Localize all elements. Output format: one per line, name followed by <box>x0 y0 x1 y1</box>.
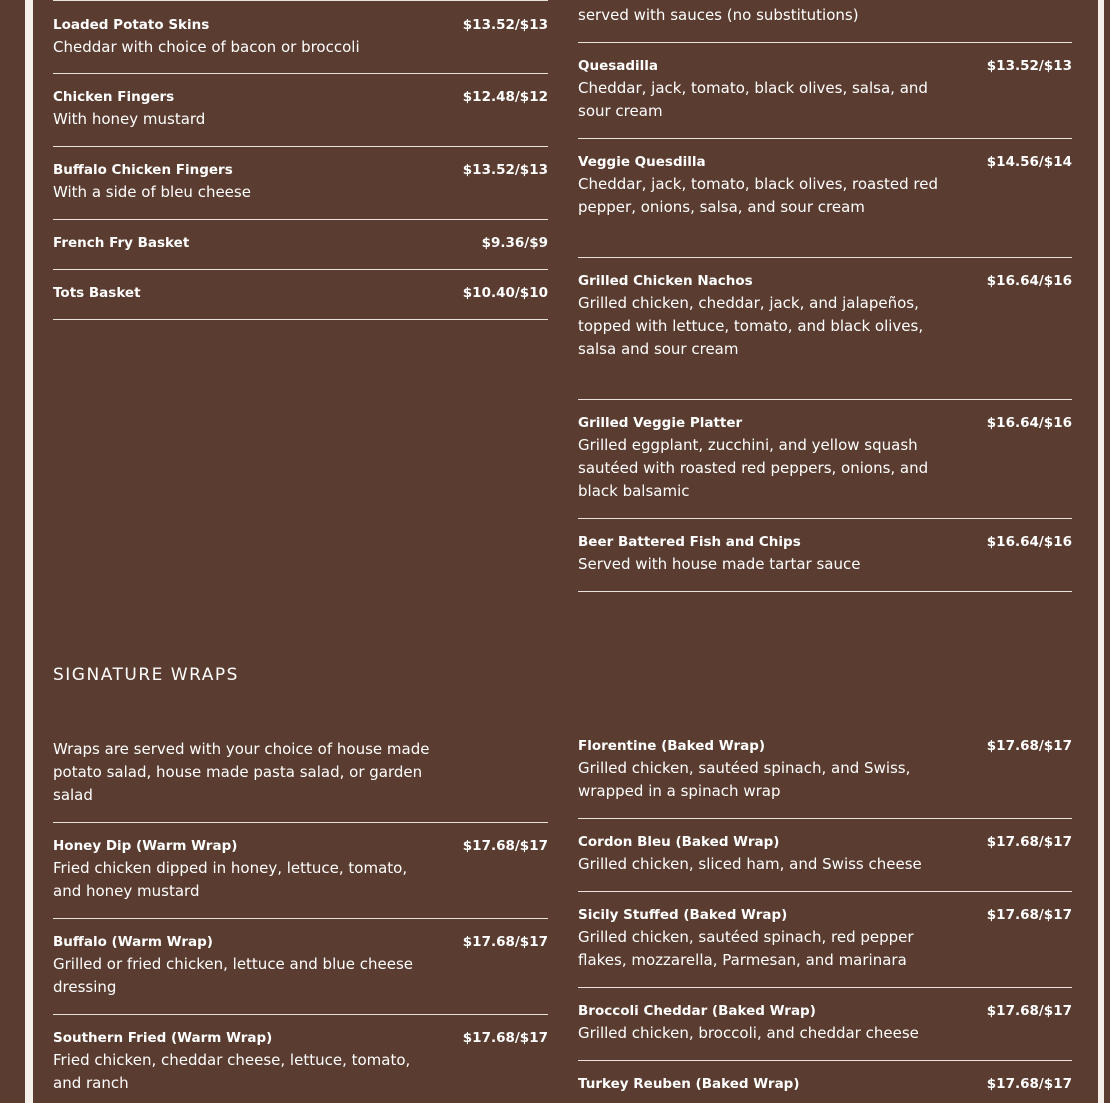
menu-item-name: French Fry Basket <box>53 235 190 251</box>
menu-item <box>53 147 548 220</box>
menu-item <box>53 74 548 147</box>
menu-item <box>578 519 1072 592</box>
menu-item <box>578 139 1072 258</box>
menu-item <box>578 258 1072 400</box>
menu-item-price: $17.68/$17 <box>986 907 1072 923</box>
menu-item-description: Cheddar, jack, tomato, black olives, roasted red pepper, onions, salsa, and sour cream <box>578 175 938 216</box>
menu-item-name: Quesadilla <box>578 58 659 74</box>
menu-item-price: $17.68/$17 <box>986 1003 1072 1019</box>
menu-item-description: Grilled chicken, sliced ham, and Swiss cheese <box>578 855 922 873</box>
menu-item-description: Grilled or fried chicken, lettuce and blue cheese dressing <box>53 955 413 996</box>
menu-item-description: Cheddar with choice of bacon or broccoli <box>53 38 360 56</box>
menu-item-price: $16.64/$16 <box>986 273 1072 289</box>
menu-item-description: Fried chicken dipped in honey, lettuce, tomato, and honey mustard <box>53 859 408 900</box>
menu-item <box>53 919 548 1015</box>
menu-item-price: $14.56/$14 <box>986 154 1072 170</box>
menu-item <box>578 723 1072 819</box>
menu-item-description: With a side of bleu cheese <box>53 183 251 201</box>
menu-item-price: $17.68/$17 <box>462 1030 548 1046</box>
menu-item-name: Honey Dip (Warm Wrap) <box>53 838 238 854</box>
menu-item-name: Broccoli Cheddar (Baked Wrap) <box>578 1003 816 1019</box>
menu-item-price: $17.68/$17 <box>986 834 1072 850</box>
menu-item <box>53 220 548 270</box>
menu-item-description: Grilled chicken, cheddar, jack, and jalapeños, topped with lettuce, tomato, and black olives, salsa and sour cream <box>578 294 924 358</box>
menu-item-description: Grilled chicken, sautéed spinach, and Swiss, wrapped in a spinach wrap <box>578 759 911 800</box>
menu-item-name: Southern Fried (Warm Wrap) <box>53 1030 273 1046</box>
menu-item-price: $16.64/$16 <box>986 415 1072 431</box>
menu-item <box>578 400 1072 519</box>
menu-item-description: served with sauces (no substitutions) <box>578 6 859 24</box>
menu-item-name: Turkey Reuben (Baked Wrap) <box>578 1076 800 1092</box>
menu-item-description: Grilled chicken, sautéed spinach, red pepper flakes, mozzarella, Parmesan, and marinara <box>578 928 914 969</box>
menu-item-name: Loaded Potato Skins <box>53 17 210 33</box>
menu-item <box>53 1015 548 1103</box>
menu-item-price: $10.40/$10 <box>462 285 548 301</box>
menu-item-description: Cheddar, jack, tomato, black olives, salsa, and sour cream <box>578 79 928 120</box>
menu-item <box>578 892 1072 988</box>
menu-item-description: Grilled chicken, broccoli, and cheddar cheese <box>578 1024 919 1042</box>
menu-item-name: Buffalo (Warm Wrap) <box>53 934 213 950</box>
menu-item-description: Served with house made tartar sauce <box>578 555 861 573</box>
page-border-left <box>25 0 33 1103</box>
menu-item <box>578 988 1072 1061</box>
menu-item-price: $13.52/$13 <box>462 17 548 33</box>
menu-item-name: Florentine (Baked Wrap) <box>578 738 766 754</box>
menu-item-name: Grilled Chicken Nachos <box>578 273 753 289</box>
menu-item-name: Grilled Veggie Platter <box>578 415 743 431</box>
menu-item <box>578 1061 1072 1103</box>
menu-item-name: Beer Battered Fish and Chips <box>578 534 801 550</box>
menu-item-description: Fried chicken, cheddar cheese, lettuce, tomato, and ranch <box>53 1051 411 1092</box>
menu-item <box>578 819 1072 892</box>
menu-item-name: Veggie Quesdilla <box>578 154 706 170</box>
menu-item-description: With honey mustard <box>53 110 206 128</box>
section-title-signature-wraps: SIGNATURE WRAPS <box>53 665 239 685</box>
menu-item-price: $17.68/$17 <box>986 1076 1072 1092</box>
menu-item-price: $13.52/$13 <box>986 58 1072 74</box>
menu-item-price: $17.68/$17 <box>986 738 1072 754</box>
menu-item <box>53 0 548 74</box>
menu-item-name: Chicken Fingers <box>53 89 175 105</box>
page-border-right <box>1098 0 1104 1103</box>
menu-item-name: Sicily Stuffed (Baked Wrap) <box>578 907 788 923</box>
menu-item-name: Cordon Bleu (Baked Wrap) <box>578 834 780 850</box>
menu-item <box>53 823 548 919</box>
menu-item-price: $9.36/$9 <box>481 235 548 251</box>
menu-item-price: $13.52/$13 <box>462 162 548 178</box>
menu-item <box>53 270 548 320</box>
menu-item <box>578 43 1072 139</box>
menu-item-name: Buffalo Chicken Fingers <box>53 162 233 178</box>
wraps-intro-text: Wraps are served with your choice of house made potato salad, house made pasta salad, or garden salad <box>53 740 430 804</box>
menu-item-price: $12.48/$12 <box>462 89 548 105</box>
menu-item <box>578 0 1072 43</box>
menu-item-name: Tots Basket <box>53 285 141 301</box>
menu-item-description: Grilled eggplant, zucchini, and yellow squash sautéed with roasted red peppers, onions, and black balsamic <box>578 436 929 500</box>
menu-item-price: $17.68/$17 <box>462 838 548 854</box>
menu-item-price: $16.64/$16 <box>986 534 1072 550</box>
menu-item-price: $17.68/$17 <box>462 934 548 950</box>
